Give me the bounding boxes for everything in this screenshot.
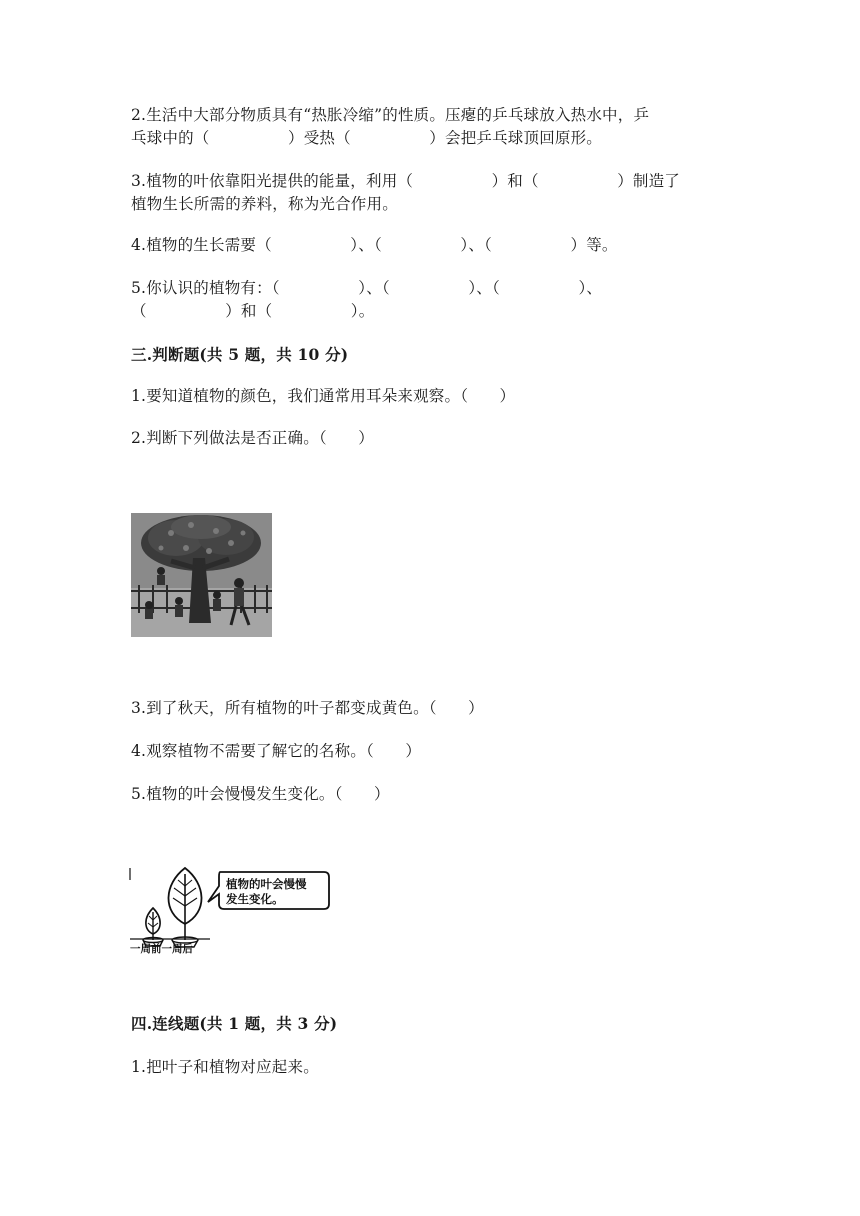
match-q1: 1.把叶子和植物对应起来。: [131, 1058, 319, 1076]
week-caption: 一周前一周后: [130, 943, 193, 955]
fill-q2-line1: 2.生活中大部分物质具有“热胀冷缩”的性质。压瘪的乒乓球放入热水中，乒: [131, 106, 650, 124]
large-plant-drawing: [168, 868, 201, 947]
match-section-heading: 四.连线题(共 1 题，共 3 分): [131, 1014, 338, 1033]
fill-q3-line1: 3.植物的叶依靠阳光提供的能量，利用（ ）和（ ）制造了: [131, 172, 680, 190]
fill-q5-line2: （ ）和（ ）。: [131, 302, 375, 320]
fill-q4: 4.植物的生长需要（ ）、（ ）、（ ）等。: [131, 236, 618, 254]
fill-q3-line2: 植物生长所需的养料，称为光合作用。: [131, 195, 398, 213]
fill-q2-line2: 乓球中的（ ）受热（ ）会把乒乓球顶回原形。: [131, 129, 603, 147]
judge-q1: 1.要知道植物的颜色，我们通常用耳朵来观察。（ ）: [131, 387, 516, 405]
judge-q2: 2.判断下列做法是否正确。（ ）: [131, 429, 374, 447]
fill-q5-line1: 5.你认识的植物有：（ ）、（ ）、（ ）、: [131, 279, 603, 297]
judge-q5: 5.植物的叶会慢慢发生变化。（ ）: [131, 785, 390, 803]
plant-growth-illustration: [128, 860, 333, 958]
bubble-text-line1: 植物的叶会慢慢: [226, 877, 307, 891]
bubble-text-line2: 发生变化。: [226, 892, 284, 906]
judge-q4: 4.观察植物不需要了解它的名称。（ ）: [131, 742, 422, 760]
judge-q3: 3.到了秋天，所有植物的叶子都变成黄色。（ ）: [131, 699, 484, 717]
small-plant-drawing: [143, 908, 163, 946]
judge-section-heading: 三.判断题(共 5 题，共 10 分): [131, 345, 349, 364]
tree-climbing-illustration: [131, 513, 272, 637]
